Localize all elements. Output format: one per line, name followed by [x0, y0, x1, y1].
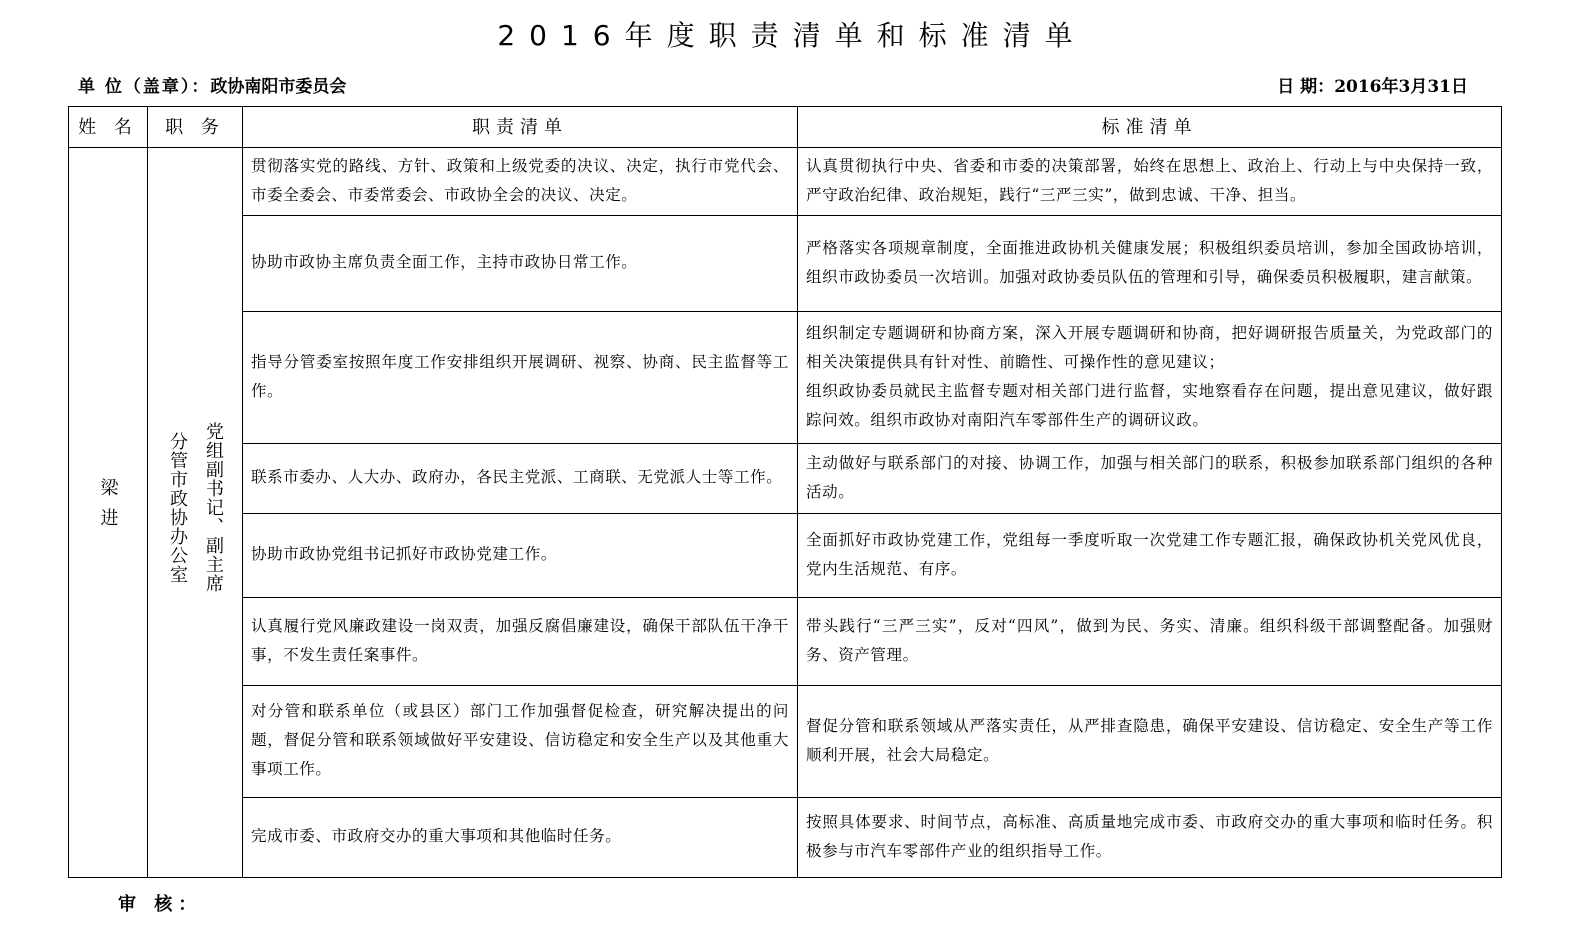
standard-cell: 全面抓好市政协党建工作，党组每一季度听取一次党建工作专题汇报，确保政协机关党风优良，党内生活规范、有序。 — [798, 514, 1502, 598]
table-row — [69, 598, 1502, 686]
duty-cell: 对分管和联系单位（或县区）部门工作加强督促检查，研究解决提出的问题，督促分管和联系领域做好平安建设、信访稳定和安全生产以及其他重大事项工作。 — [243, 686, 798, 798]
person-name-cell — [69, 148, 148, 878]
duty-cell: 贯彻落实党的路线、方针、政策和上级党委的决议、决定，执行市党代会、市委全委会、市委常委会、市政协全会的决议、决定。 — [243, 148, 798, 216]
person-name: 梁进 — [97, 478, 119, 538]
duty-cell: 联系市委办、人大办、政府办，各民主党派、工商联、无党派人士等工作。 — [243, 444, 798, 514]
col-header-standard: 标准清单 — [798, 107, 1502, 148]
duty-cell: 认真履行党风廉政建设一岗双责，加强反腐倡廉建设，确保干部队伍干净干事，不发生责任案事件。 — [243, 598, 798, 686]
standard-cell: 督促分管和联系领域从严落实责任，从严排查隐患，确保平安建设、信访稳定、安全生产等工作顺利开展，社会大局稳定。 — [798, 686, 1502, 798]
unit-field — [78, 72, 346, 97]
date-label: 日 期： — [1277, 77, 1335, 97]
unit-label: 单 位（盖章）： — [78, 77, 211, 97]
date-field — [1277, 72, 1468, 97]
reviewer-label: 审 核： — [118, 894, 203, 915]
standard-cell: 严格落实各项规章制度，全面推进政协机关健康发展；积极组织委员培训，参加全国政协培训，组织市政协委员一次培训。加强对政协委员队伍的管理和引导，确保委员积极履职，建言献策。 — [798, 216, 1502, 312]
duty-standard-table — [68, 106, 1502, 878]
standard-text-part-2: 组织政协委员就民主监督专题对相关部门进行监督，实地察看存在问题，提出意见建议，做好跟踪问效。组织市政协对南阳汽车零部件生产的调研议政。 — [806, 381, 1493, 429]
standard-cell: 认真贯彻执行中央、省委和市委的决策部署，始终在思想上、政治上、行动上与中央保持一致，严守政治纪律、政治规矩，践行“三严三实”，做到忠诚、干净、担当。 — [798, 148, 1502, 216]
position-cell — [148, 148, 243, 878]
duty-cell: 完成市委、市政府交办的重大事项和其他临时任务。 — [243, 798, 798, 878]
table-row — [69, 216, 1502, 312]
standard-text-part-1: 组织制定专题调研和协商方案，深入开展专题调研和协商，把好调研报告质量关，为党政部门的相关决策提供具有针对性、前瞻性、可操作性的意见建议； — [806, 323, 1493, 371]
table-row — [69, 514, 1502, 598]
table-row — [69, 444, 1502, 514]
duty-cell: 协助市政协主席负责全面工作，主持市政协日常工作。 — [243, 216, 798, 312]
standard-cell — [798, 312, 1502, 444]
col-header-name: 姓 名 — [69, 107, 148, 148]
date-value: 2016年3月31日 — [1334, 77, 1468, 97]
table-row — [69, 312, 1502, 444]
table-row — [69, 798, 1502, 878]
standard-cell: 带头践行“三严三实”，反对“四风”，做到为民、务实、清廉。组织科级干部调整配备。加强财务、资产管理。 — [798, 598, 1502, 686]
position-line-1: 党组副书记、副主席 — [203, 422, 224, 593]
duty-cell: 指导分管委室按照年度工作安排组织开展调研、视察、协商、民主监督等工作。 — [243, 312, 798, 444]
duty-cell: 协助市政协党组书记抓好市政协党建工作。 — [243, 514, 798, 598]
position-text — [166, 422, 224, 593]
table-header-row — [69, 107, 1502, 148]
table-row — [69, 148, 1502, 216]
standard-cell: 主动做好与联系部门的对接、协调工作，加强与相关部门的联系，积极参加联系部门组织的各种活动。 — [798, 444, 1502, 514]
unit-value: 政协南阳市委员会 — [210, 77, 347, 97]
document-title: 2016年度职责清单和标准清单 — [497, 19, 1087, 52]
standard-cell: 按照具体要求、时间节点，高标准、高质量地完成市委、市政府交办的重大事项和临时任务。积极参与市汽车零部件产业的组织指导工作。 — [798, 798, 1502, 878]
col-header-duty: 职责清单 — [243, 107, 798, 148]
position-line-2: 分管市政协办公室 — [167, 431, 188, 584]
header-meta — [78, 72, 1468, 98]
table-row — [69, 686, 1502, 798]
col-header-position: 职 务 — [148, 107, 243, 148]
